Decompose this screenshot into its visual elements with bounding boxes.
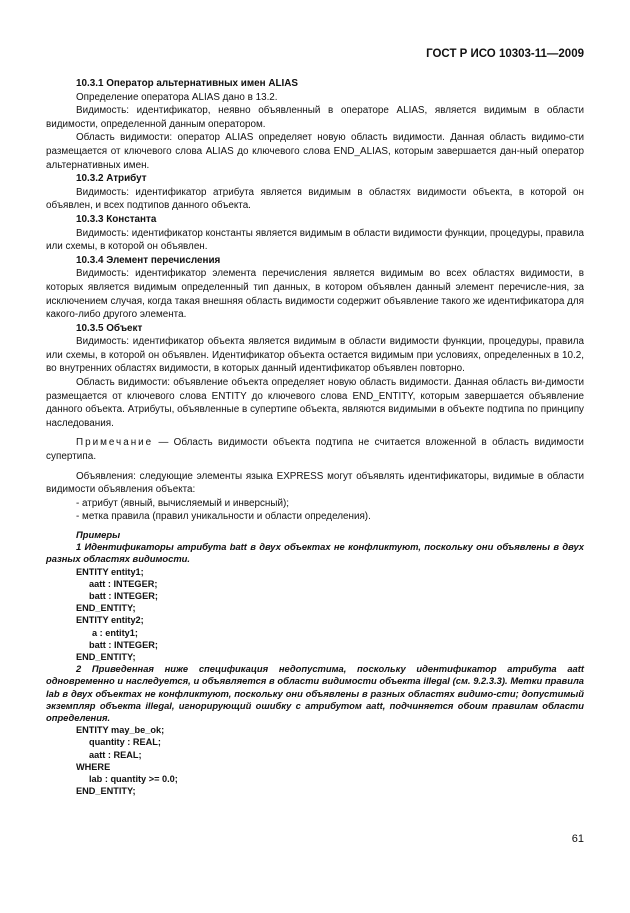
code-line: aatt : INTEGER;	[89, 578, 158, 589]
code-line: END_ENTITY;	[76, 603, 136, 614]
list-item: - атрибут (явный, вычисляемый и инверсный);	[76, 497, 289, 509]
paragraph: Определение оператора ALIAS дано в 13.2.	[76, 91, 278, 103]
section-heading: 10.3.4 Элемент перечисления	[76, 254, 221, 266]
example-text: 1 Идентификаторы атрибута batt в двух объектах не конфликтуют, поскольку они объявлены в двух разных областях видимости.	[46, 541, 584, 565]
examples-heading: Примеры	[76, 529, 121, 540]
code-line: END_ENTITY;	[76, 786, 136, 797]
code-line: quantity : REAL;	[89, 737, 161, 748]
section-heading: 10.3.3 Константа	[76, 213, 157, 225]
code-line: a : entity1;	[92, 627, 138, 638]
paragraph: Видимость: идентификатор, неявно объявленный в операторе ALIAS, является видимым в области видимости, определенной данным оператором.	[46, 105, 584, 130]
code-line: batt : INTEGER;	[89, 591, 158, 602]
note-label: Примечание	[76, 437, 154, 449]
paragraph: Область видимости: объявление объекта определяет новую область видимости. Данная область ви-димости размещается от ключевого слова ENTITY до ключевого слова END_ENTITY, которым завершается объявление данного объекта. Атрибуты, объявленные в супертипе объекта, являются видимыми в объекте подтипа по принципу наследования.	[46, 377, 584, 429]
paragraph: Видимость: идентификатор константы является видимым в области видимости функции, процедуры, правила или схемы, в которой он объявлен.	[46, 227, 584, 253]
note	[46, 436, 584, 463]
example-text: 2 Приведенная ниже спецификация недопустима, поскольку идентификатор атрибута aatt одновременно и наследуется, и объявляется в области видимости объекта illegal (см. 9.2.3.3). Метки правила lab в двух объектах не конфликтуют, поскольку они объявлены в разных областях видимо-сти; допустимый экземпляр объекта illegal, игнорирующий ошибку с атрибутом aatt, подчиняется обоим правилам области определения.	[46, 663, 584, 724]
note-text: — Область видимости объекта подтипа не считается вложенной в область видимости супертипа.	[46, 437, 584, 463]
code-block	[46, 724, 584, 797]
paragraph: Видимость: идентификатор атрибута является видимым в областях видимости объекта, в которой он объявлен, и всех подтипов данного объекта.	[46, 186, 584, 212]
page-body	[46, 77, 584, 797]
code-line: ENTITY entity2;	[76, 615, 144, 626]
section-heading: 10.3.1 Оператор альтернативных имен ALIAS	[76, 78, 298, 89]
document-header: ГОСТ Р ИСО 10303-11—2009	[426, 48, 584, 60]
code-line: ENTITY entity1;	[76, 566, 144, 577]
code-line: END_ENTITY;	[76, 652, 136, 663]
code-line: batt : INTEGER;	[89, 639, 158, 650]
section-heading: 10.3.2 Атрибут	[76, 173, 147, 185]
paragraph: Объявления: следующие элементы языка EXPRESS могут объявлять идентификаторы, видимые в области видимости объявления объекта:	[46, 470, 584, 496]
paragraph: Область видимости: оператор ALIAS определяет новую область видимости. Данная область видимо-сти размещается от ключевого слова ALIAS до ключевого слова END_ALIAS, которым завершается дан-ный оператор альтернативных имен.	[46, 132, 584, 171]
code-line: ENTITY may_be_ok;	[76, 725, 165, 736]
section-heading: 10.3.5 Объект	[76, 322, 143, 334]
code-line: lab : quantity >= 0.0;	[89, 774, 178, 785]
code-line: aatt : REAL;	[89, 749, 142, 760]
page-number: 61	[571, 833, 584, 845]
paragraph: Видимость: идентификатор объекта является видимым в области видимости функции, процедуры, правила или схемы, в которой он объявлен. Идентификатор объекта остается видимым при условиях, определенных в 10.2, во внутренних областях видимости, в которых данный идентификатор объявлен повторно.	[46, 336, 584, 375]
list-item: - метка правила (правил уникальности и области определения).	[76, 511, 371, 523]
code-line: WHERE	[76, 761, 111, 772]
paragraph: Видимость: идентификатор элемента перечисления является видимым во всех областях видимости, в которых является видимым определенный тип данных, в котором объявлен данный элемент перечисле-ния, за исключением случая, когда такая внешняя область видимости содержит объявление такого же идентификатора для какого-либо другого элемента.	[46, 268, 584, 321]
code-block	[46, 566, 584, 664]
